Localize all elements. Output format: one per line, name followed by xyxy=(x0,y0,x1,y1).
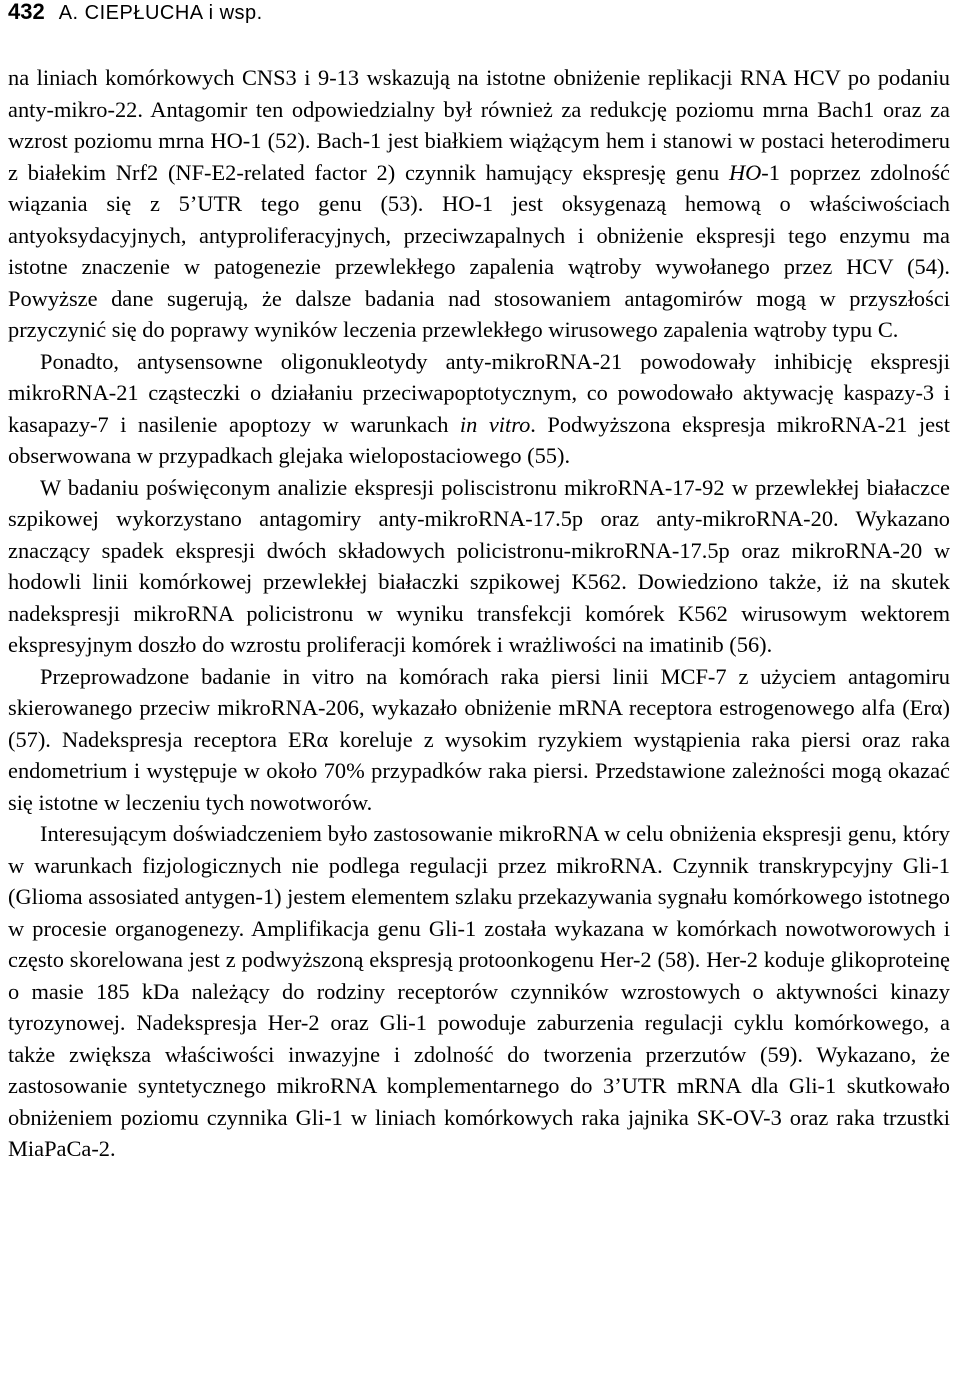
text-segment: W badaniu poświęconym analizie ekspresji poliscistronu mikroRNA-17-92 w przewlekłej białaczce szpikowej wykorzystano antagomiry anty-mikroRNA-17.5p oraz anty-mikroRNA-20. Wykazano znaczący spadek ekspresji dwóch składowych policistronu-mikroRNA-17.5p oraz mikroRNA-20 w hodowli linii komórkowej przewlekłej białaczki szpikowej K562. Dowiedziono także, iż na skutek nadekspresji mikroRNA policistronu w wyniku transfekcji komórek K562 wirusowym wektorem ekspresyjnym doszło do wzrostu proliferacji komórek i wrażliwości na imatinib (56). xyxy=(8,474,950,657)
text-segment: -1 poprzez zdolność wiązania się z 5’UTR tego genu (53). HO-1 jest oksygenazą hemową o właściwościach antyoksydacyjnych, antyproliferacyjnych, przeciwzapalnych i obniżenie ekspresji tego enzymu ma istotne znaczenie w patogenezie przewlekłego zapalenia wątroby wywołanego przez HCV (54). Powyższe dane sugerują, że dalsze badania nad stosowaniem antagomirów mogą w przyszłości przyczynić się do poprawy wyników leczenia przewlekłego wirusowego zapalenia wątroby typu C. xyxy=(8,159,950,342)
text-segment: . Podwyższona ekspresja mikroRNA-21 jest obserwowana w przypadkach glejaka wielopostaciowego (55). xyxy=(8,411,950,468)
body-text xyxy=(8,62,950,1165)
text-segment: Przeprowadzone badanie in vitro na komórach raka piersi linii MCF-7 z użyciem antagomiru skierowanego przeciw mikroRNA-206, wykazało obniżenie mRNA receptora estrogenowego alfa (Erα) (57). Nadekspresja receptora ERα koreluje z wysokim ryzykiem wystąpienia raka piersi oraz raka endometrium i występuje w około 70% przypadków raka piersi. Przedstawione zależności mogą okazać się istotne w leczeniu tych nowotworów. xyxy=(8,663,950,815)
text-segment: Ponadto, antysensowne oligonukleotydy anty-mikroRNA-21 powodowały inhibicję ekspresji mikroRNA-21 cząsteczki o działaniu przeciwapoptotycznym, co powodowało aktywację kaspazy-3 i kasapazy-7 i nasilenie apoptozy w warunkach xyxy=(8,348,950,437)
paragraph xyxy=(8,62,950,346)
running-head-authors: A. CIEPŁUCHA i wsp. xyxy=(58,2,263,24)
paragraph xyxy=(8,346,950,472)
text-segment: Interesującym doświadczeniem było zastosowanie mikroRNA w celu obniżenia ekspresji genu, który w warunkach fizjologicznych nie podlega regulacji przez mikroRNA. Czynnik transkrypcyjny Gli-1 (Glioma assosiated antygen-1) jestem elementem szlaku przekazywania sygnału komórkowego istotnego w procesie organogenezy. Amplifikacja genu Gli-1 została wykazana w komórkach nowotworowych i często skorelowana jest z podwyższoną ekspresją protoonkogenu Her-2 (58). Her-2 koduje glikoproteinę o masie 185 kDa należący do rodziny receptorów czynników wzrostowych o aktywności kinazy tyrozynowej. Nadekspresja Her-2 oraz Gli-1 powoduje zaburzenia regulacji cyklu komórkowego, a także zwiększa właściwości inwazyjne i zdolność do tworzenia przerzutów (59). Wykazano, że zastosowanie syntetycznego mikroRNA komplementarnego do 3’UTR mRNA dla Gli-1 skutkowało obniżeniem poziomu czynnika Gli-1 w liniach komórkowych raka jajnika SK-OV-3 oraz raka trzustki MiaPaCa-2. xyxy=(8,821,950,1161)
page-number: 432 xyxy=(8,0,45,24)
italic-gene-name: HO xyxy=(728,159,762,185)
italic-term: in vitro xyxy=(459,411,531,437)
paragraph xyxy=(8,661,950,819)
running-header xyxy=(8,0,950,26)
paragraph xyxy=(8,818,950,1165)
text-segment: na liniach komórkowych CNS3 i 9-13 wskazują na istotne obniżenie replikacji RNA HCV po podaniu anty-mikro-22. Antagomir ten odpowiedzialny był również za redukcję poziomu mrna Bach1 oraz za wzrost poziomu mrna HO-1 (52). Bach-1 jest białkiem wiążącym hem i stanowi w postaci heterodimeru z białekim Nrf2 (NF-E2-related factor 2) czynnik hamujący ekspresję genu xyxy=(8,65,950,185)
paragraph xyxy=(8,472,950,661)
